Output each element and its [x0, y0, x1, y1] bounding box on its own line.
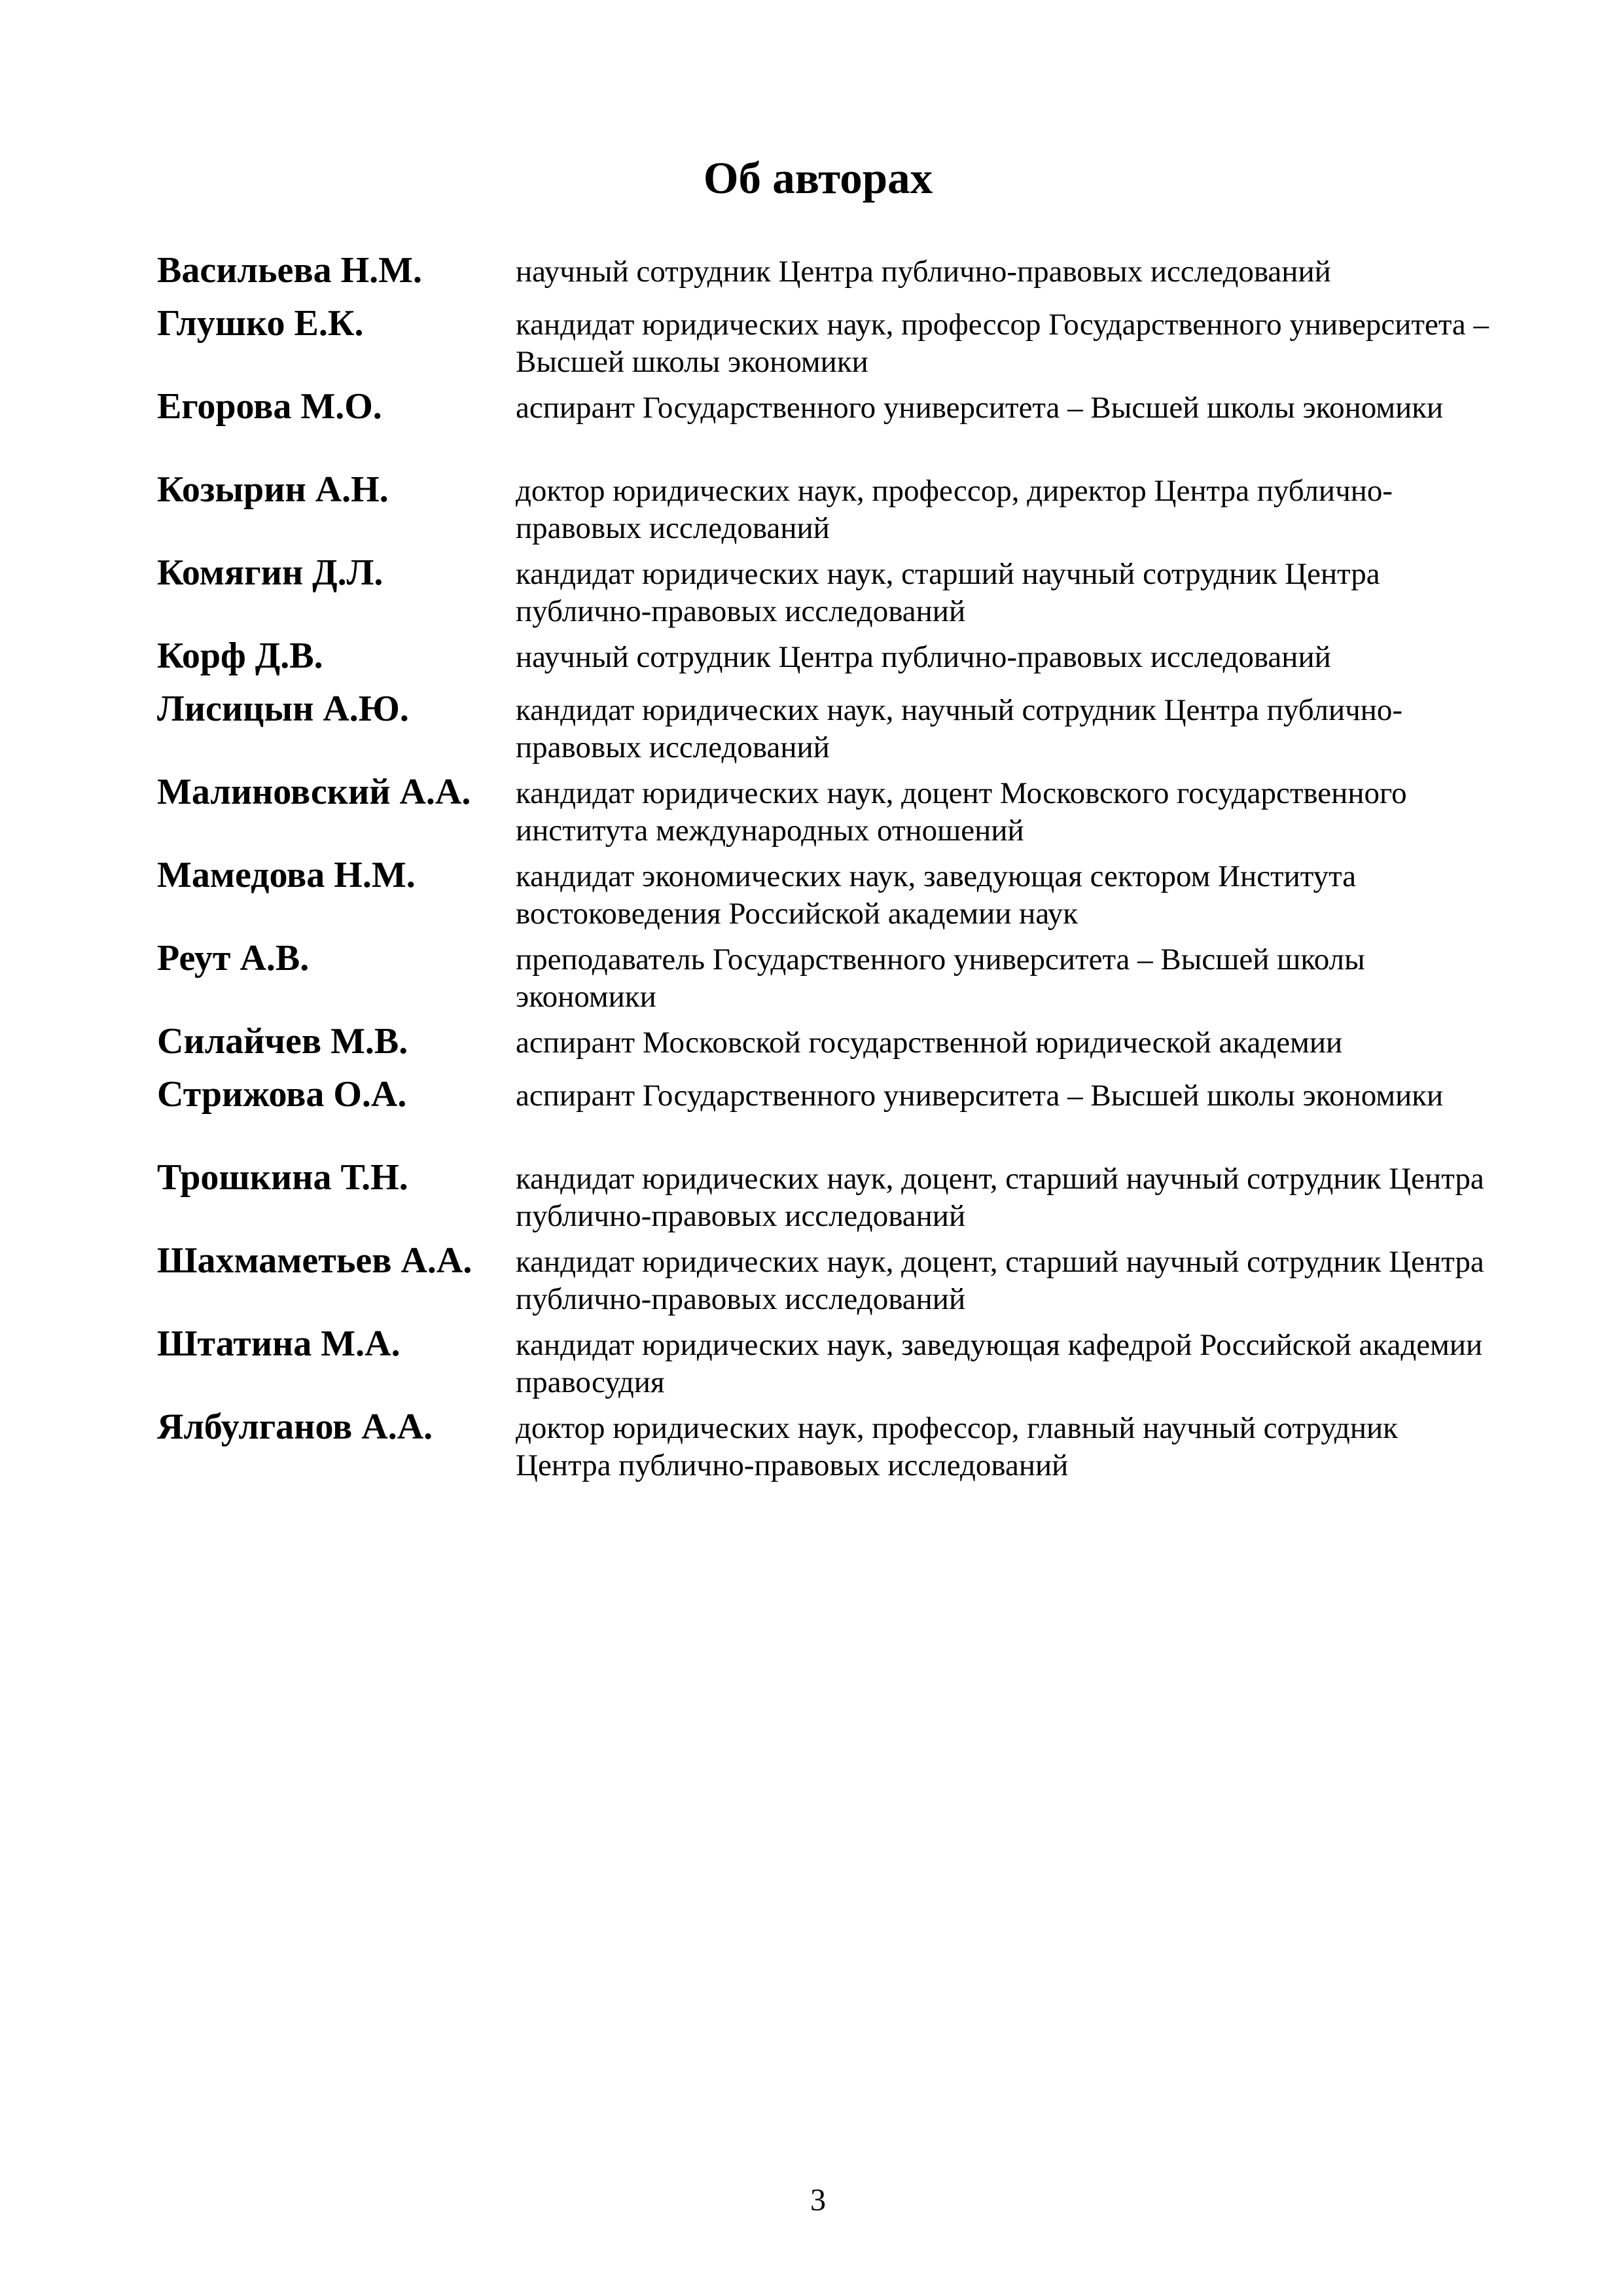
author-description: научный сотрудник Центра публично-правовых исследований [516, 255, 1331, 289]
author-row [157, 305, 1492, 388]
author-name: Козырин А.Н. [157, 469, 389, 510]
author-row [157, 691, 1492, 774]
author-row [157, 1159, 1492, 1242]
author-row [157, 1408, 1492, 1492]
page-number: 3 [810, 2183, 826, 2217]
author-name: Ялбулганов А.А. [157, 1407, 433, 1447]
author-name: Мамедова Н.М. [157, 855, 416, 895]
author-name: Егорова М.О. [157, 386, 382, 427]
author-description: преподаватель Государственного университета – Высшей школы экономики [516, 942, 1365, 1014]
author-name: Шахмаметьев А.А. [157, 1240, 473, 1281]
author-description: доктор юридических наук, профессор, главный научный сотрудник Центра публично-правовых исследований [516, 1411, 1398, 1482]
author-name: Штатина М.А. [157, 1323, 401, 1364]
author-description: аспирант Государственного университета – Высшей школы экономики [516, 391, 1444, 425]
author-row [157, 1325, 1492, 1408]
author-name: Стрижова О.А. [157, 1074, 407, 1115]
author-description: кандидат юридических наук, заведующая кафедрой Российской академии правосудия [516, 1328, 1483, 1399]
author-description: кандидат юридических наук, научный сотрудник Центра публично-правовых исследований [516, 693, 1403, 764]
author-row [157, 388, 1492, 471]
author-row [157, 1076, 1492, 1159]
author-row [157, 1242, 1492, 1325]
page-title: Об авторах [703, 153, 933, 203]
author-row [157, 774, 1492, 857]
author-description: кандидат экономических наук, заведующая сектором Института востоковедения Российской академии наук [516, 859, 1357, 931]
author-name: Комягин Д.Л. [157, 552, 383, 593]
author-name: Трошкина Т.Н. [157, 1157, 408, 1198]
author-row [157, 940, 1492, 1023]
author-description: аспирант Московской государственной юридической академии [516, 1026, 1343, 1060]
author-description: кандидат юридических наук, доцент Московского государственного института международных отношений [516, 776, 1407, 848]
author-description: доктор юридических наук, профессор, директор Центра публично-правовых исследований [516, 474, 1393, 545]
author-row [157, 471, 1492, 554]
authors-list [157, 252, 1492, 1492]
author-row [157, 1023, 1492, 1076]
author-row [157, 252, 1492, 305]
author-description: научный сотрудник Центра публично-правовых исследований [516, 640, 1331, 674]
author-name: Васильева Н.М. [157, 250, 423, 291]
author-row [157, 857, 1492, 940]
author-description: аспирант Государственного университета – Высшей школы экономики [516, 1079, 1444, 1113]
author-name: Корф Д.В. [157, 636, 323, 676]
author-name: Силайчев М.В. [157, 1021, 408, 1062]
author-description: кандидат юридических наук, профессор Государственного университета – Высшей школы экономики [516, 308, 1489, 379]
author-name: Лисицын А.Ю. [157, 689, 409, 729]
author-name: Глушко Е.К. [157, 303, 364, 344]
author-name: Реут А.В. [157, 938, 310, 978]
author-description: кандидат юридических наук, доцент, старший научный сотрудник Центра публично-правовых исследований [516, 1245, 1484, 1316]
author-description: кандидат юридических наук, старший научный сотрудник Центра публично-правовых исследований [516, 557, 1380, 628]
author-row [157, 637, 1492, 691]
author-name: Малиновский А.А. [157, 772, 471, 812]
author-row [157, 554, 1492, 637]
author-description: кандидат юридических наук, доцент, старший научный сотрудник Центра публично-правовых исследований [516, 1162, 1484, 1233]
